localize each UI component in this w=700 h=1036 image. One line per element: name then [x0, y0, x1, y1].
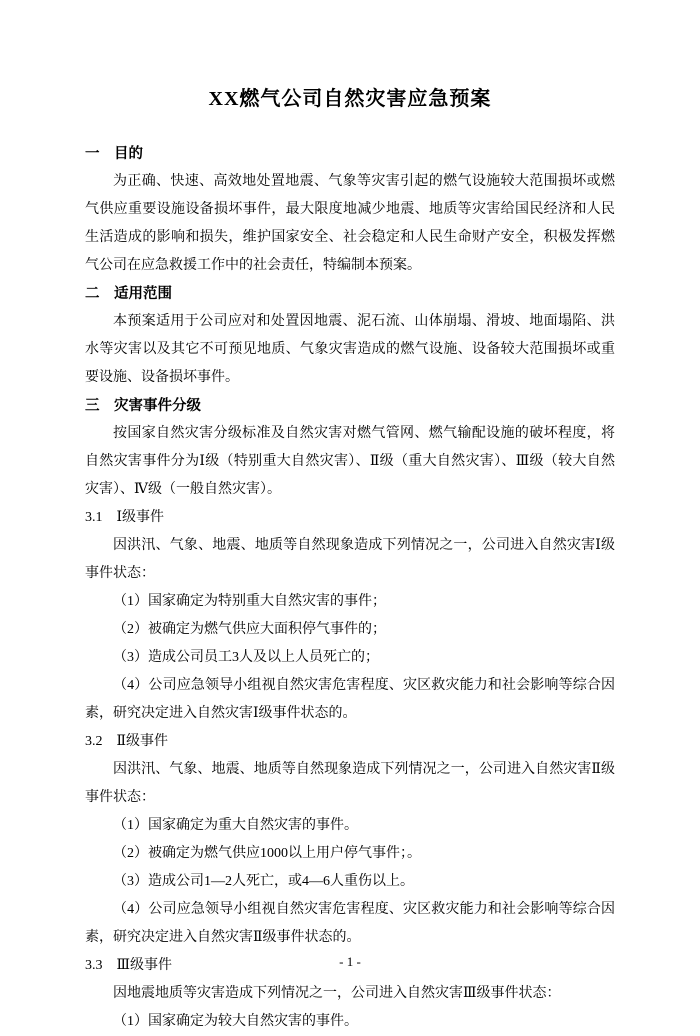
list-item-paragraph: （2）被确定为燃气供应1000以上用户停气事件；。	[113, 846, 421, 861]
subsection-heading-level1: 3.1 Ⅰ级事件	[85, 510, 165, 525]
body-paragraph: 因地震地质等灾害造成下列情况之一，公司进入自然灾害Ⅲ级事件状态：	[113, 986, 561, 1001]
section-level1-event	[85, 504, 615, 728]
body-paragraph: 因洪汛、气象、地震、地质等自然现象造成下列情况之一，公司进入自然灾害Ⅱ级事件状态：	[85, 762, 615, 805]
section-scope	[85, 280, 615, 392]
subsection-heading-level2: 3.2 Ⅱ级事件	[85, 734, 169, 749]
list-item-paragraph: （3）造成公司1—2人死亡，或4—6人重伤以上。	[113, 874, 414, 889]
document-title: XX燃气公司自然灾害应急预案	[208, 88, 492, 110]
list-item-paragraph: （1）国家确定为特别重大自然灾害的事件；	[113, 594, 386, 609]
body-paragraph: 因洪汛、气象、地震、地质等自然现象造成下列情况之一，公司进入自然灾害Ⅰ级事件状态：	[85, 538, 615, 581]
list-item-paragraph: （4）公司应急领导小组视自然灾害危害程度、灾区救灾能力和社会影响等综合因素，研究决定进入自然灾害Ⅱ级事件状态的。	[85, 902, 615, 945]
list-item-paragraph: （2）被确定为燃气供应大面积停气事件的；	[113, 622, 386, 637]
section-heading-purpose: 一 目的	[85, 146, 143, 162]
body-paragraph: 本预案适用于公司应对和处置因地震、泥石流、山体崩塌、滑坡、地面塌陷、洪水等灾害以及其它不可预见地质、气象灾害造成的燃气设施、设备较大范围损坏或重要设施、设备损坏事件。	[85, 314, 615, 385]
page-number: - 1 -	[339, 954, 361, 969]
section-heading-scope: 二 适用范围	[85, 286, 172, 302]
body-paragraph: 按国家自然灾害分级标准及自然灾害对燃气管网、燃气输配设施的破坏程度，将自然灾害事件分为Ⅰ级（特别重大自然灾害）、Ⅱ级（重大自然灾害）、Ⅲ级（较大自然灾害）、Ⅳ级（一般自然灾害）。	[85, 426, 615, 497]
list-item-paragraph: （1）国家确定为重大自然灾害的事件。	[113, 818, 358, 833]
list-item-paragraph: （4）公司应急领导小组视自然灾害危害程度、灾区救灾能力和社会影响等综合因素，研究决定进入自然灾害Ⅰ级事件状态的。	[85, 678, 615, 721]
section-level2-event	[85, 728, 615, 952]
section-heading-grading: 三 灾害事件分级	[85, 398, 201, 414]
body-paragraph: 为正确、快速、高效地处置地震、气象等灾害引起的燃气设施较大范围损坏或燃气供应重要设施设备损坏事件，最大限度地减少地震、地质等灾害给国民经济和人民生活造成的影响和损失，维护国家安全、社会稳定和人民生命财产安全，积极发挥燃气公司在应急救援工作中的社会责任，特编制本预案。	[85, 174, 615, 273]
section-purpose	[85, 140, 615, 280]
list-item-paragraph: （1）国家确定为较大自然灾害的事件。	[113, 1014, 358, 1029]
list-item-paragraph: （3）造成公司员工3人及以上人员死亡的；	[113, 650, 379, 665]
section-grading	[85, 392, 615, 504]
subsection-heading-level3: 3.3 Ⅲ级事件	[85, 958, 173, 973]
